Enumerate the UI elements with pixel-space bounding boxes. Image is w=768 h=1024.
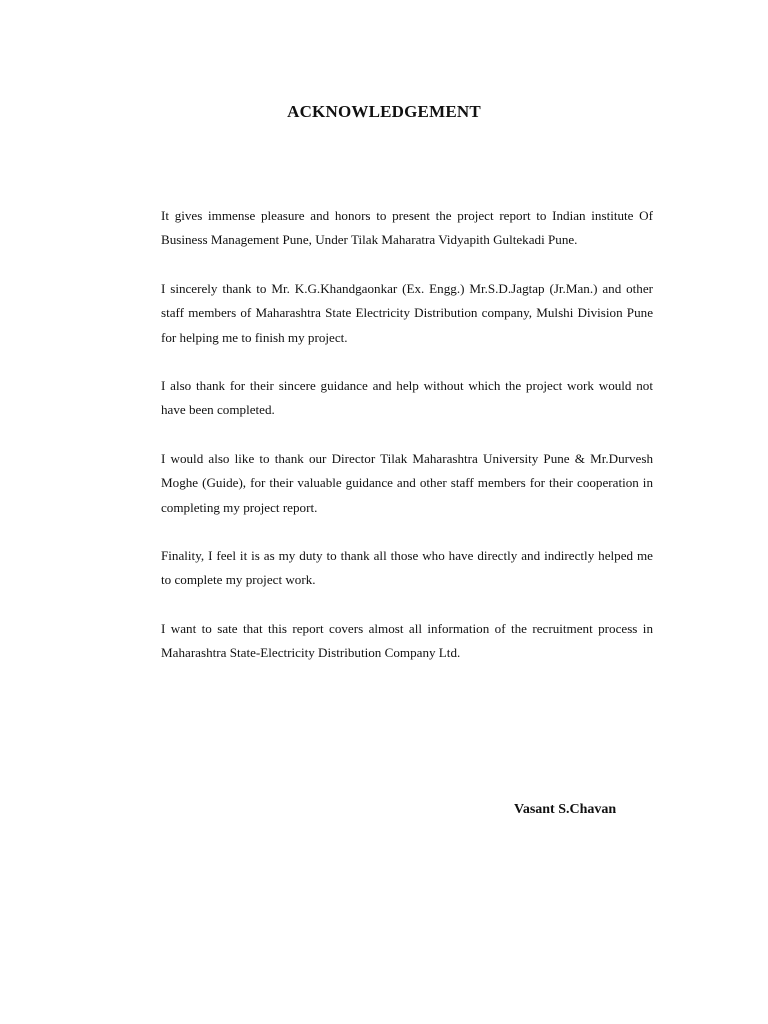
paragraph-report-scope: I want to sate that this report covers almost all information of the recruitment process in Maharashtra State-Electricity Distribution Company Ltd. [161, 620, 653, 661]
paragraph-guidance: I also thank for their sincere guidance and help without which the project work would not have been completed. [161, 378, 653, 418]
paragraph-intro: It gives immense pleasure and honors to present the project report to Indian institute Of Business Management Pune, Under Tilak Maharatra Vidyapith Gultekadi Pune. [161, 208, 653, 248]
signature-name: Vasant S.Chavan [514, 802, 617, 817]
paragraph-duty: Finality, I feel it is as my duty to thank all those who have directly and indirectly helped me to complete my project work. [161, 548, 653, 588]
acknowledgement-body [161, 204, 653, 690]
paragraph-director: I would also like to thank our Director Tilak Maharashtra University Pune & Mr.Durvesh Moghe (Guide), for their valuable guidance and other staff members for their cooperation in completing my project report. [161, 450, 653, 515]
paragraph-thanks-staff: I sincerely thank to Mr. K.G.Khandgaonkar (Ex. Engg.) Mr.S.D.Jagtap (Jr.Man.) and other staff members of Maharashtra State Electricity Distribution company, Mulshi Division Pune for helping me to finish my project. [161, 280, 653, 345]
page-title: ACKNOWLEDGEMENT [287, 102, 481, 121]
